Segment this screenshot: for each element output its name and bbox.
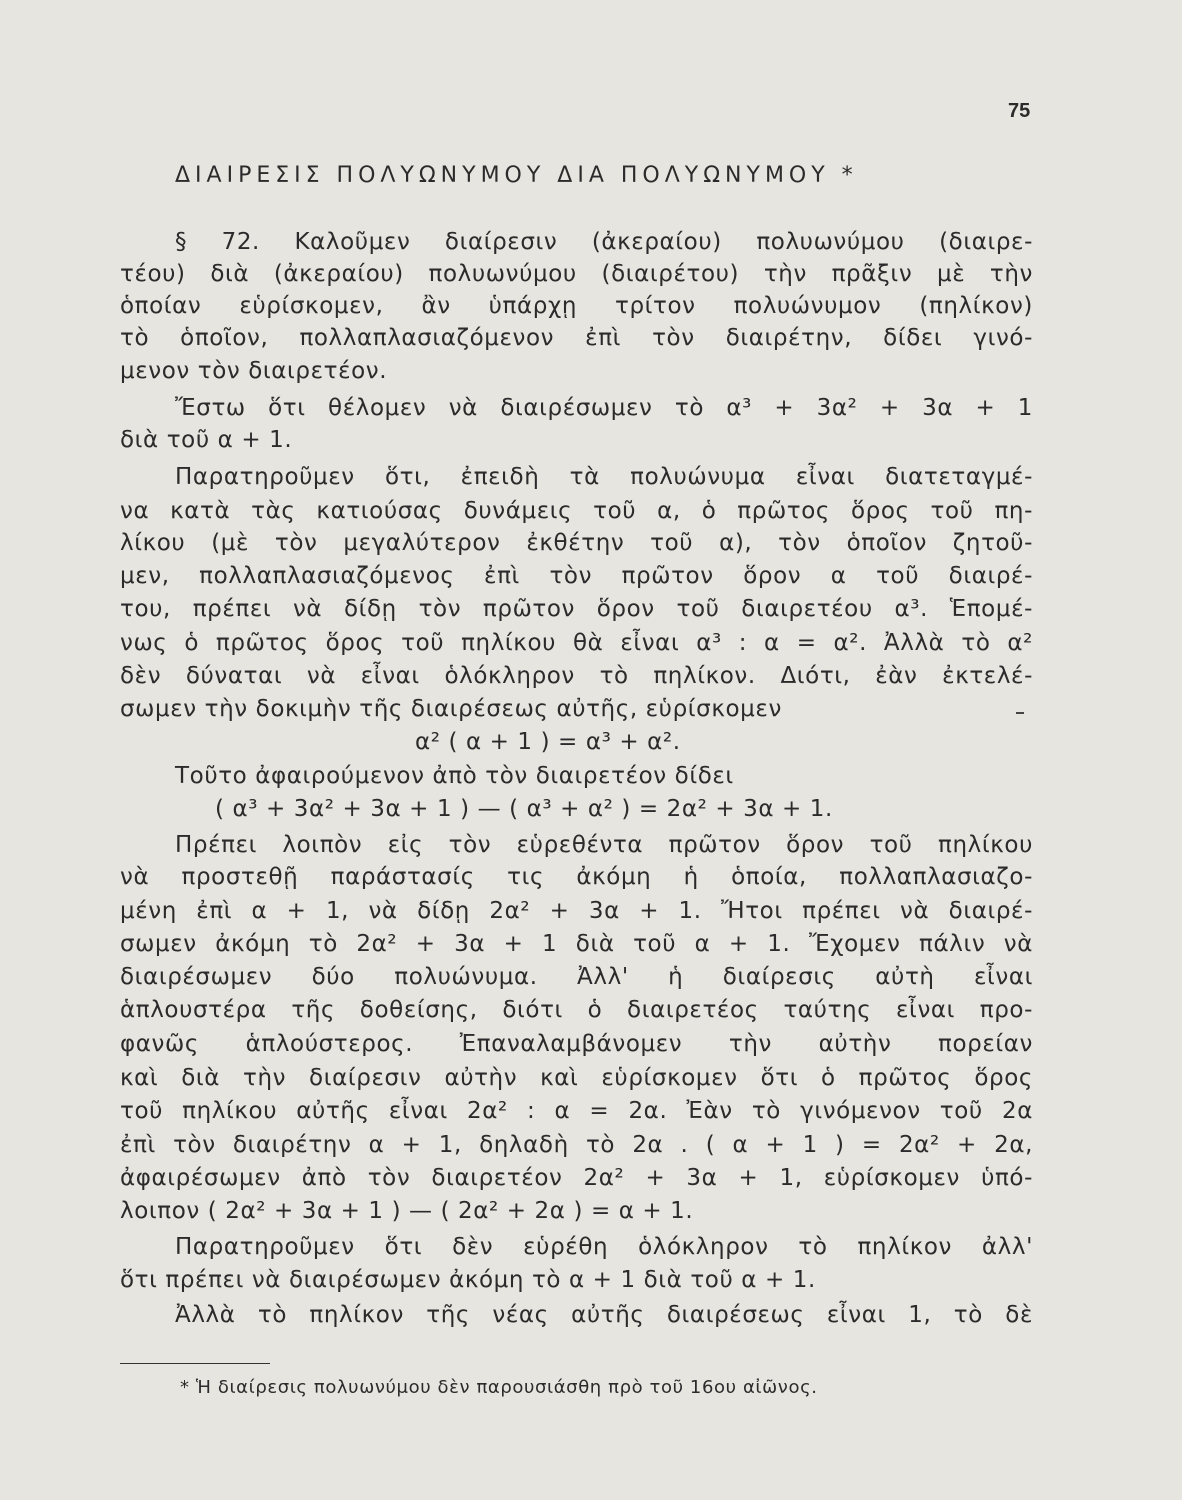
text-line: Ἀλλὰ τὸ πηλίκον τῆς νέας αὐτῆς διαιρέσεως εἶναι 1, τὸ δὲ: [175, 1302, 1033, 1328]
text-line: Ἔστω ὅτι θέλομεν νὰ διαιρέσωμεν τὸ α³ + 3α² + 3α + 1: [175, 395, 1033, 421]
footnote-divider: [120, 1363, 270, 1364]
margin-mark: [1016, 712, 1024, 714]
text-line: τέου) διὰ (ἀκεραίου) πολυωνύμου (διαιρέτου) τὴν πρᾶξιν μὲ τὴν: [120, 261, 1033, 287]
text-line: νὰ προστεθῇ παράστασίς τις ἀκόμη ἡ ὁποία, πολλαπλασιαζο-: [120, 864, 1033, 890]
text-line: ἀφαιρέσωμεν ἀπὸ τὸν διαιρετέον 2α² + 3α + 1, εὑρίσκομεν ὑπό-: [120, 1165, 1033, 1191]
text-line: διὰ τοῦ α + 1.: [120, 427, 293, 453]
text-line: νως ὁ πρῶτος ὅρος τοῦ πηλίκου θὰ εἶναι α³ : α = α². Ἀλλὰ τὸ α²: [120, 630, 1033, 656]
text-line: τοῦ πηλίκου αὐτῆς εἶναι 2α² : α = 2α. Ἐὰν τὸ γινόμενον τοῦ 2α: [120, 1098, 1033, 1124]
text-line: του, πρέπει νὰ δίδῃ τὸν πρῶτον ὅρον τοῦ διαιρετέου α³. Ἑπομέ-: [120, 596, 1033, 622]
text-line: μεν, πολλαπλασιαζόμενος ἐπὶ τὸν πρῶτον ὅρον α τοῦ διαιρέ-: [120, 563, 1033, 589]
section-heading: ΔΙΑΙΡΕΣΙΣ ΠΟΛΥΩΝΥΜΟΥ ΔΙΑ ΠΟΛΥΩΝΥΜΟΥ *: [175, 163, 858, 188]
text-line: ὁποίαν εὑρίσκομεν, ἂν ὑπάρχῃ τρίτον πολυώνυμον (πηλίκον): [120, 293, 1033, 319]
text-line: σωμεν ἀκόμη τὸ 2α² + 3α + 1 διὰ τοῦ α + 1. Ἔχομεν πάλιν νὰ: [120, 931, 1033, 957]
text-line: διαιρέσωμεν δύο πολυώνυμα. Ἀλλ' ἡ διαίρεσις αὐτὴ εἶναι: [120, 964, 1033, 990]
formula-line: ( α³ + 3α² + 3α + 1 ) — ( α³ + α² ) = 2α² + 3α + 1.: [215, 796, 833, 822]
text-line: φανῶς ἁπλούστερος. Ἐπαναλαμβάνομεν τὴν αὐτὴν πορείαν: [120, 1031, 1033, 1057]
text-line: § 72. Καλοῦμεν διαίρεσιν (ἀκεραίου) πολυωνύμου (διαιρε-: [175, 229, 1033, 255]
text-line: τὸ ὁποῖον, πολλαπλασιαζόμενον ἐπὶ τὸν διαιρέτην, δίδει γινό-: [120, 325, 1033, 351]
text-line: ἐπὶ τὸν διαιρέτην α + 1, δηλαδὴ τὸ 2α . ( α + 1 ) = 2α² + 2α,: [120, 1132, 1033, 1158]
text-line: ὅτι πρέπει νὰ διαιρέσωμεν ἀκόμη τὸ α + 1 διὰ τοῦ α + 1.: [120, 1267, 816, 1293]
text-line: Παρατηροῦμεν ὅτι δὲν εὑρέθη ὁλόκληρον τὸ πηλίκον ἀλλ': [175, 1234, 1033, 1260]
text-line: να κατὰ τὰς κατιούσας δυνάμεις τοῦ α, ὁ πρῶτος ὅρος τοῦ πη-: [120, 498, 1033, 524]
text-line: μένη ἐπὶ α + 1, νὰ δίδῃ 2α² + 3α + 1. Ἤτοι πρέπει νὰ διαιρέ-: [120, 898, 1033, 924]
text-line: Τοῦτο ἀφαιρούμενον ἀπὸ τὸν διαιρετέον δίδει: [175, 763, 734, 789]
page-number: 75: [1008, 100, 1031, 122]
text-line: σωμεν τὴν δοκιμὴν τῆς διαιρέσεως αὐτῆς, εὑρίσκομεν: [120, 696, 782, 722]
text-line: λίκου (μὲ τὸν μεγαλύτερον ἐκθέτην τοῦ α), τὸν ὁποῖον ζητοῦ-: [120, 530, 1033, 556]
formula-line: α² ( α + 1 ) = α³ + α².: [415, 729, 681, 755]
text-line: Πρέπει λοιπὸν εἰς τὸν εὑρεθέντα πρῶτον ὅρον τοῦ πηλίκου: [175, 832, 1033, 858]
text-line: μενον τὸν διαιρετέον.: [120, 358, 388, 384]
text-line: καὶ διὰ τὴν διαίρεσιν αὐτὴν καὶ εὑρίσκομεν ὅτι ὁ πρῶτος ὅρος: [120, 1065, 1033, 1091]
text-line: Παρατηροῦμεν ὅτι, ἐπειδὴ τὰ πολυώνυμα εἶναι διατεταγμέ-: [175, 464, 1033, 490]
footnote: * Ἡ διαίρεσις πολυωνύμου δὲν παρουσιάσθη πρὸ τοῦ 16ου αἰῶνος.: [180, 1377, 818, 1398]
text-line: δὲν δύναται νὰ εἶναι ὁλόκληρον τὸ πηλίκον. Διότι, ἐὰν ἐκτελέ-: [120, 663, 1033, 689]
text-line: λοιπον ( 2α² + 3α + 1 ) — ( 2α² + 2α ) = α + 1.: [120, 1198, 694, 1224]
text-line: ἁπλουστέρα τῆς δοθείσης, διότι ὁ διαιρετέος ταύτης εἶναι προ-: [120, 997, 1033, 1023]
